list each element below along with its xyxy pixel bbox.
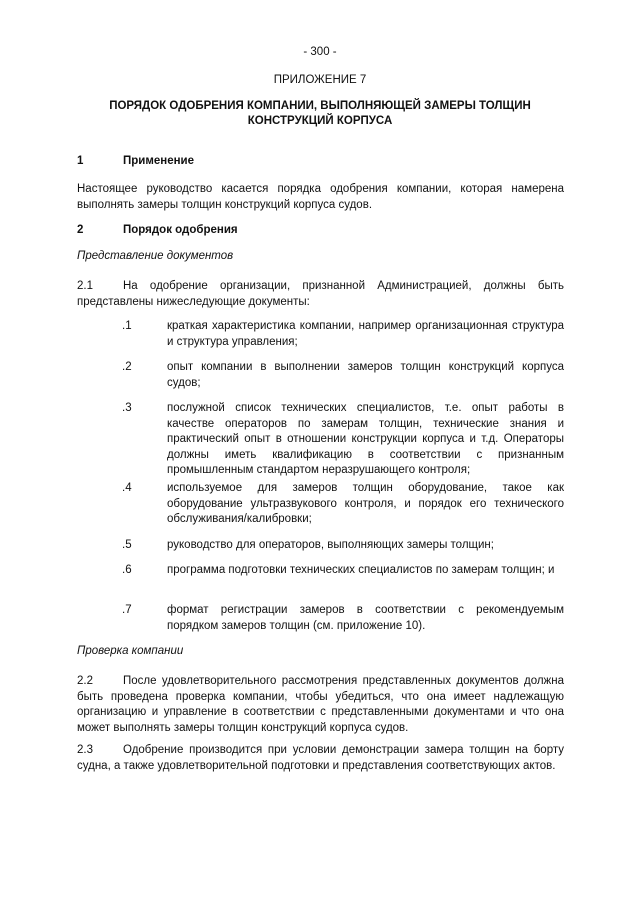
list-item-text: формат регистрации замеров в соответствии с рекомендуемым порядком замеров толщин (см. приложение 10). <box>167 604 564 632</box>
list-item-number: .7 <box>122 604 132 616</box>
list-item <box>122 481 564 528</box>
paragraph-text: На одобрение организации, признанной Администрацией, должны быть представлены нижеследующие документы: <box>77 280 564 308</box>
appendix-label: ПРИЛОЖЕНИЕ 7 <box>273 74 367 86</box>
list-item-text: руководство для операторов, выполняющих замеры толщин; <box>167 539 494 551</box>
list-item-text: опыт компании в выполнении замеров толщин конструкций корпуса судов; <box>167 361 564 389</box>
list-item-text: используемое для замеров толщин оборудование, такое как оборудование ультразвукового контроля, и порядок его технического обслуживания/калибровки; <box>167 482 564 525</box>
list-item-number: .1 <box>122 320 132 332</box>
section-title: Применение <box>123 155 195 167</box>
paragraph-number: 2.1 <box>77 280 93 292</box>
paragraph-2-2 <box>77 674 564 736</box>
paragraph-2-1 <box>77 279 564 310</box>
section-1-text: Настоящее руководство касается порядка одобрения компании, которая намерена выполнять замеры толщин конструкций корпуса судов. <box>77 183 564 211</box>
subheading-documents: Представление документов <box>77 250 234 262</box>
paragraph-text: После удовлетворительного рассмотрения представленных документов должна быть проведена проверка компании, чтобы убедиться, что она имеет надлежащую организацию и управление в соответствии с представленными документами и что она может выполнять замеры толщин конструкций корпуса судов. <box>77 675 564 734</box>
list-item <box>122 603 564 634</box>
list-item <box>122 538 564 554</box>
paragraph-2-3 <box>77 743 564 774</box>
list-item <box>122 319 564 350</box>
page-number: - 300 - <box>303 46 337 58</box>
list-item-number: .6 <box>122 564 132 576</box>
paragraph-number: 2.3 <box>77 744 93 756</box>
subheading-company-check: Проверка компании <box>77 645 184 657</box>
section-number: 1 <box>77 155 84 167</box>
list-item-number: .4 <box>122 482 132 494</box>
title-line-1: ПОРЯДОК ОДОБРЕНИЯ КОМПАНИИ, ВЫПОЛНЯЮЩЕЙ ЗАМЕРЫ ТОЛЩИН <box>109 100 531 112</box>
paragraph-text: Одобрение производится при условии демонстрации замера толщин на борту судна, а также удовлетворительной подготовки и представления соответствующих актов. <box>77 744 564 772</box>
section-title: Порядок одобрения <box>123 224 238 236</box>
list-item-text: программа подготовки технических специалистов по замерам толщин; и <box>167 564 555 576</box>
list-item-number: .3 <box>122 402 132 414</box>
list-item-number: .5 <box>122 539 132 551</box>
list-item-text: послужной список технических специалистов, т.е. опыт работы в качестве операторов по замерам толщин, технические знания и практический опыт в отношении конструкции корпуса и т.д. Операторы должны иметь квалификацию в соответствии с признанным промышленным стандартом неразрушающего контроля; <box>167 402 564 476</box>
paragraph-number: 2.2 <box>77 675 93 687</box>
list-item <box>122 360 564 391</box>
title-line-2: КОНСТРУКЦИЙ КОРПУСА <box>247 115 393 127</box>
list-item <box>122 401 564 479</box>
list-item-number: .2 <box>122 361 132 373</box>
list-item <box>122 563 564 579</box>
section-number: 2 <box>77 224 84 236</box>
document-title <box>60 99 580 129</box>
list-item-text: краткая характеристика компании, например организационная структура и структура управления; <box>167 320 564 348</box>
